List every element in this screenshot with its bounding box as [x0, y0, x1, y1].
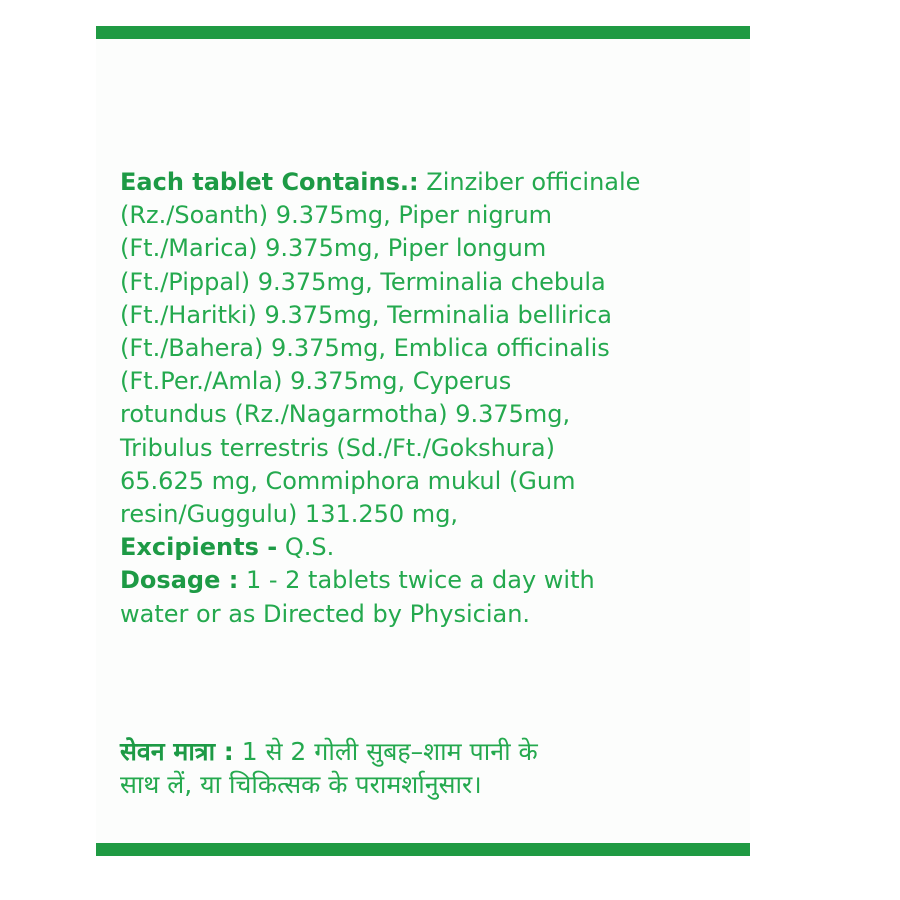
excipients-heading: Excipients -	[120, 533, 278, 562]
ingredient-line: rotundus (Rz./Nagarmotha) 9.375mg,	[120, 400, 571, 429]
top-green-rule	[96, 26, 750, 39]
bottom-green-rule	[96, 843, 750, 856]
ingredient-line: (Ft./Marica) 9.375mg, Piper longum	[120, 234, 547, 263]
ingredient-line: (Ft.Per./Amla) 9.375mg, Cyperus	[120, 367, 512, 396]
ingredient-line: (Rz./Soanth) 9.375mg, Piper nigrum	[120, 201, 553, 230]
excipients-line	[120, 531, 730, 564]
ingredient-line: (Ft./Bahera) 9.375mg, Emblica officinalis	[120, 334, 610, 363]
hindi-line	[120, 735, 730, 768]
ingredient-line: resin/Guggulu) 131.250 mg,	[120, 500, 459, 529]
hindi-line: साथ लें, या चिकित्सक के परामर्शानुसार।	[120, 770, 482, 799]
hindi-heading: सेवन मात्रा :	[120, 737, 234, 766]
dosage-line	[120, 564, 730, 597]
excipients-value: Q.S.	[284, 533, 335, 562]
ingredient-line: (Ft./Haritki) 9.375mg, Terminalia bellirica	[120, 300, 612, 329]
hindi-text: 1 से 2 गोली सुबह–शाम पानी के	[241, 737, 538, 766]
dosage-heading: Dosage :	[120, 566, 239, 595]
dosage-line: water or as Directed by Physician.	[120, 599, 531, 628]
ingredient-text: Zinziber officinale	[426, 168, 641, 196]
ingredient-line: 65.625 mg, Commiphora mukul (Gum	[120, 466, 576, 495]
ingredient-line	[120, 166, 730, 199]
dosage-text: 1 - 2 tablets twice a day with	[245, 566, 595, 595]
ingredient-line: Tribulus terrestris (Sd./Ft./Gokshura)	[120, 433, 555, 462]
ingredients-section	[120, 166, 730, 631]
contains-heading: Each tablet Contains.:	[120, 168, 419, 196]
ingredient-line: (Ft./Pippal) 9.375mg, Terminalia chebula	[120, 267, 606, 296]
hindi-dosage-section	[120, 735, 730, 801]
